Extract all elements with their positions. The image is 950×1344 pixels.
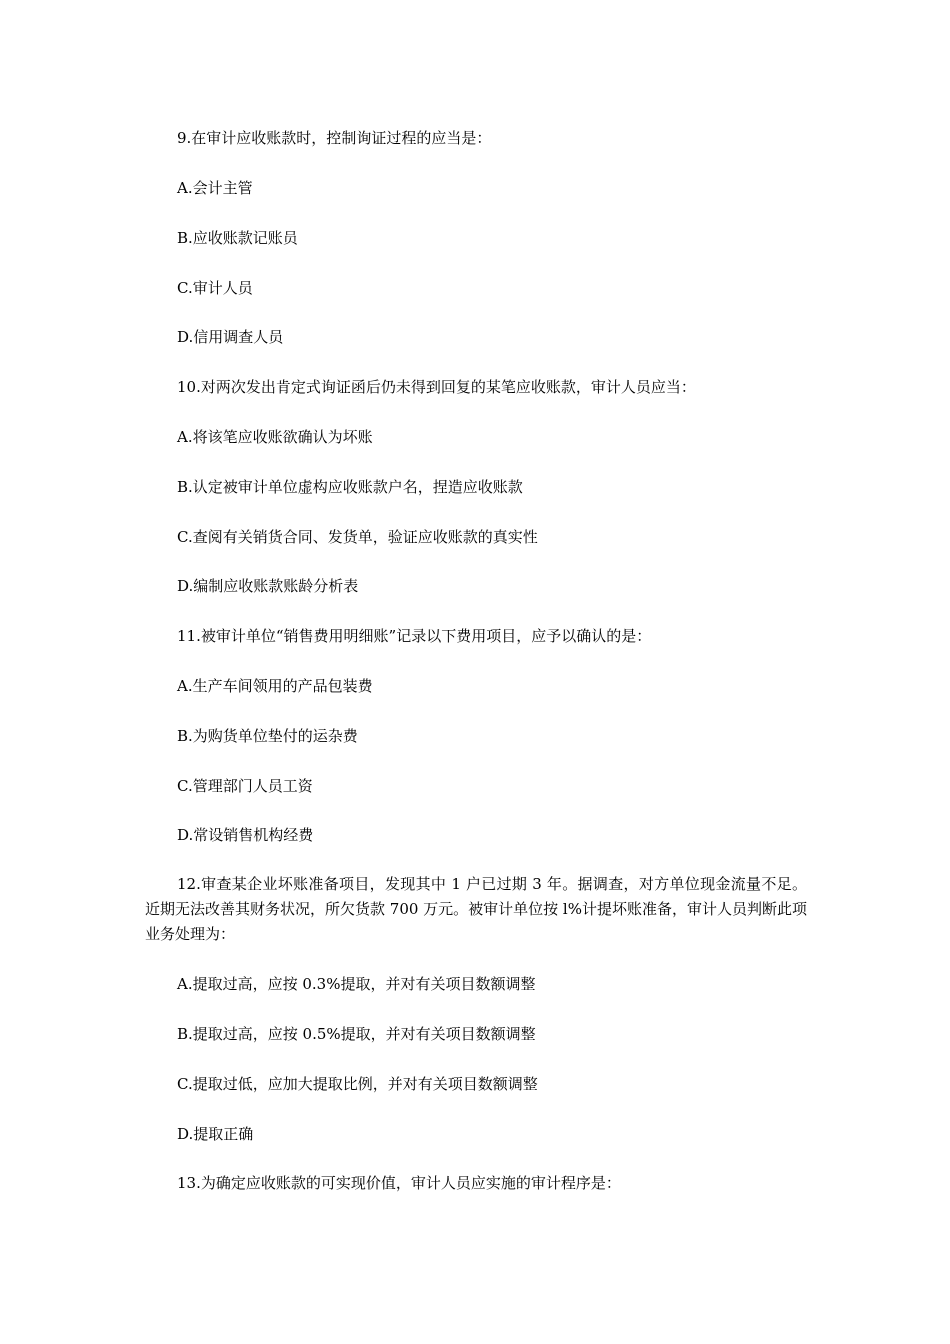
question-9-option-a: A.会计主管 [177, 179, 253, 197]
question-11-stem: 11.被审计单位“销售费用明细账”记录以下费用项目，应予以确认的是： [177, 627, 652, 645]
question-12-option-a: A.提取过高，应按 0.3%提取，并对有关项目数额调整 [177, 975, 536, 993]
question-11-option-c: C.管理部门人员工资 [177, 777, 313, 795]
question-11-option-b: B.为购货单位垫付的运杂费 [177, 727, 358, 745]
question-10-option-d: D.编制应收账款账龄分析表 [177, 577, 359, 595]
question-10-option-a: A.将该笔应收账欲确认为坏账 [177, 428, 373, 446]
question-12-option-d: D.提取正确 [177, 1125, 254, 1143]
question-10-stem: 10.对两次发出肯定式询证函后仍未得到回复的某笔应收账款，审计人员应当： [177, 378, 696, 396]
question-10-option-c: C.查阅有关销货合同、发货单，验证应收账款的真实性 [177, 528, 538, 546]
question-9-option-b: B.应收账款记账员 [177, 229, 298, 247]
question-11-option-d: D.常设销售机构经费 [177, 826, 314, 844]
question-10-option-b: B.认定被审计单位虚构应收账款户名，捏造应收账款 [177, 478, 523, 496]
question-9-option-c: C.审计人员 [177, 279, 253, 297]
question-12-stem: 12.审查某企业坏账准备项目，发现其中 1 户已过期 3 年。据调查，对方单位现金流量不足。近期无法改善其财务状况，所欠货款 700 万元。被审计单位按 l%计提坏账准备，审计人员判断此项业务处理为： [145, 875, 807, 943]
question-9-option-d: D.信用调查人员 [177, 328, 284, 346]
question-11-option-a: A.生产车间领用的产品包装费 [177, 677, 373, 695]
question-13-stem: 13.为确定应收账款的可实现价值，审计人员应实施的审计程序是： [177, 1174, 621, 1192]
question-12-option-b: B.提取过高，应按 0.5%提取，并对有关项目数额调整 [177, 1025, 536, 1043]
question-9-stem: 9.在审计应收账款时，控制询证过程的应当是： [177, 129, 492, 147]
question-12-option-c: C.提取过低，应加大提取比例，并对有关项目数额调整 [177, 1075, 538, 1093]
